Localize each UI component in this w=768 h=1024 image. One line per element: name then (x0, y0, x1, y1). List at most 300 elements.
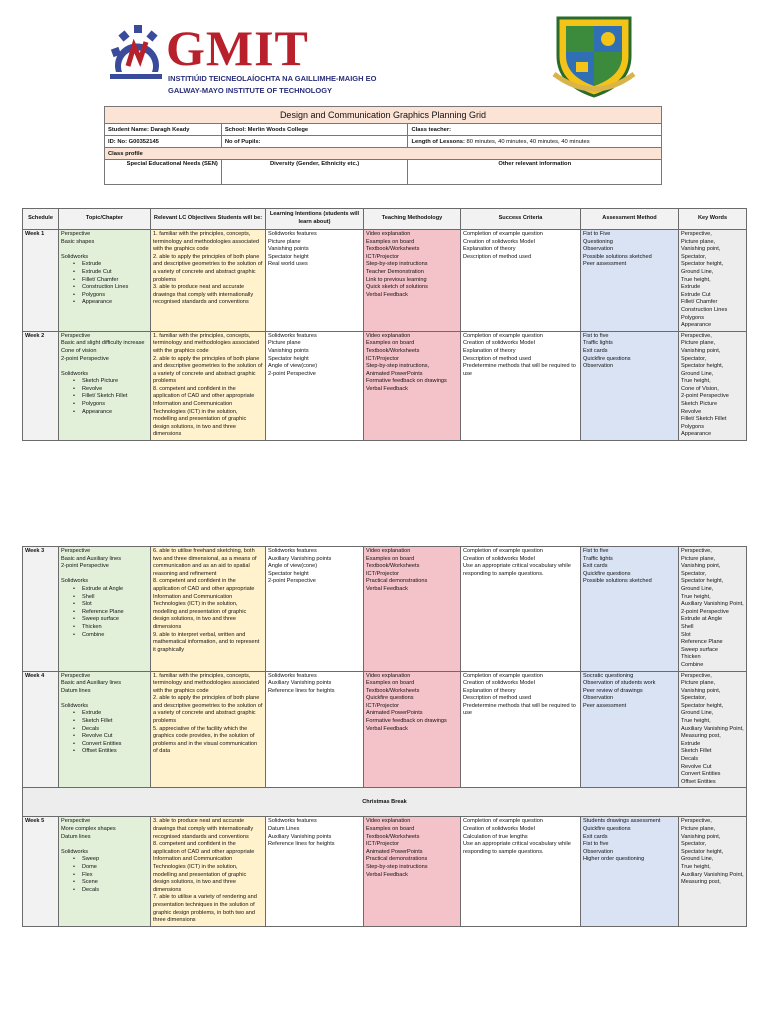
cell-line: Video explanation (366, 672, 411, 679)
table-row (23, 817, 747, 926)
cell-line: Auxiliary Vanishing Point, (681, 601, 744, 608)
cell-line: • Appearance (61, 409, 148, 417)
cell-line: Measuring post, (681, 733, 721, 740)
cell-line: Spectator height (268, 253, 309, 260)
cell-line: Socratic questioning (583, 672, 634, 679)
cell-line: Solidworks features (268, 672, 317, 679)
cell-line: Observation (583, 246, 614, 253)
cell-line: 1. familiar with the principles, concepts, terminology and methodologies associated with the graphics code (153, 231, 260, 253)
cell-line: Angle of view(cone) (268, 563, 318, 570)
cell-line: True height, (681, 593, 711, 600)
cell-line: Extrude (681, 284, 701, 291)
cell-line: Examples on board (366, 340, 415, 347)
cell-line: Animated PowerPoints (366, 710, 423, 717)
schedule-cell: Week 5 (23, 817, 59, 926)
methodology-cell (364, 547, 461, 672)
cell-line: • Decals (61, 887, 148, 895)
cell-line: Verbal Feedback (366, 725, 408, 732)
cell-line: Peer assessment (583, 702, 627, 709)
cell-line: Video explanation (366, 231, 411, 237)
cell-line: Ground Line, (681, 370, 714, 377)
cell-line: • Flex (61, 872, 148, 880)
cell-line: ICT/Projector (366, 253, 399, 260)
spacer (61, 246, 148, 254)
cell-line: Extrude (681, 740, 701, 747)
cell-line: Solidworks features (268, 332, 317, 339)
cell-line: Video explanation (366, 548, 411, 554)
cell-line: Picture plane (268, 238, 301, 245)
cell-line: Completion of example question (463, 332, 543, 339)
cell-line: Picture plane, (681, 340, 716, 347)
cell-line: Basic and Auxiliary lines (61, 680, 122, 687)
cell-line: Datum Lines (268, 826, 300, 832)
cell-line: Solidworks features (268, 231, 317, 237)
assessment-cell (581, 331, 679, 440)
cell-line: • Sketch Picture (61, 378, 148, 386)
cell-line: • Fillet/ Sketch Fillet (61, 393, 148, 401)
student-id: ID: No: G00352145 (105, 136, 222, 148)
lesson-length-label: Length of Lessons: (411, 138, 465, 145)
cell-line: Auxiliary Vanishing points (268, 833, 332, 840)
cell-line: 2. able to apply the principles of both plane and descriptive geometries to the solution of a variety of concrete and abstract graphic problems (153, 355, 263, 385)
cell-line: 2-point Perspective (681, 608, 729, 615)
cell-line: Verbal Feedback (366, 871, 408, 878)
cell-line: Picture plane (268, 340, 301, 347)
intentions-cell (266, 671, 364, 788)
cell-line: • Shell (61, 594, 148, 602)
cell-line: Perspective, (681, 332, 712, 339)
cell-line: Quickfire questions (366, 695, 414, 702)
planning-grid-part-1 (22, 208, 747, 441)
cell-line: Possible solutions sketched (583, 578, 652, 585)
assessment-cell (581, 230, 679, 332)
cell-line: Ground Line, (681, 856, 714, 863)
cell-line: Examples on board (366, 238, 415, 245)
keywords-cell (679, 547, 747, 672)
cell-line: Verbal Feedback (366, 585, 408, 592)
cell-line: Teacher Demonstration (366, 268, 424, 275)
cell-line: 7. able to utilise a variety of rendering and presentation techniques in the solution of graphic design problems, in both two and three dimensions (153, 894, 257, 924)
cell-line: Spectator height (268, 355, 309, 362)
cell-line: Real world uses (268, 261, 308, 268)
success-cell (461, 331, 581, 440)
cell-line: Polygons (681, 314, 705, 321)
cell-line: Spectator height, (681, 848, 724, 855)
christmas-break-row (23, 788, 747, 817)
lesson-length (408, 136, 662, 148)
spacer (61, 571, 148, 579)
topic-cell (59, 230, 151, 332)
cell-line: Combine (681, 661, 704, 668)
cell-line: Spectator, (681, 695, 707, 702)
cell-line: Extrude Cut (681, 291, 711, 298)
tool-heading: Solidworks (61, 848, 89, 855)
objectives-cell (151, 547, 266, 672)
cell-line: Angle of view(cone) (268, 363, 318, 370)
cell-line: Vanishing point, (681, 833, 721, 840)
cell-line: Quickfire questions (583, 826, 631, 832)
cell-line: Perspective (61, 231, 91, 237)
cell-line: Construction Lines (681, 306, 728, 313)
lesson-length-value: 80 minutes, 40 minutes, 40 minutes, 40 minutes (464, 138, 590, 145)
schedule-cell: Week 2 (23, 331, 59, 440)
cell-line: Extrude at Angle (681, 616, 723, 623)
cell-line: • Dome (61, 864, 148, 872)
cell-line: Textbook/Worksheets (366, 246, 420, 253)
objectives-cell (151, 331, 266, 440)
cell-line: • Offset Entities (61, 748, 148, 756)
tool-heading: Solidworks (61, 578, 89, 585)
cell-line: ICT/Projector (366, 841, 399, 848)
cell-line: Vanishing point, (681, 246, 721, 253)
cell-line: Animated PowerPoints (366, 370, 423, 377)
column-header: Schedule (23, 209, 59, 230)
cell-line: Perspective (61, 548, 91, 554)
cell-line: • Scene (61, 879, 148, 887)
cell-line: Revolve (681, 408, 702, 415)
cell-line: • Extrude (61, 710, 148, 718)
planning-info-table (104, 106, 662, 185)
keywords-cell (679, 230, 747, 332)
intentions-cell (266, 817, 364, 926)
cell-line: Observation of students work (583, 680, 656, 687)
cell-line: 6. able to utilise freehand sketching, both two and three dimensional, as a means of communication and as an aid to spatial reasoning and refinement (153, 548, 257, 577)
cell-line: Spectator, (681, 841, 707, 848)
cell-line: Step-by-step instructions (366, 261, 428, 268)
tool-heading: Solidworks (61, 370, 89, 377)
cell-line: Creation of solidworks Model (463, 680, 535, 687)
cell-line: Perspective, (681, 231, 712, 237)
cell-line: • Polygons (61, 292, 148, 300)
cell-line: Datum lines (61, 833, 91, 840)
cell-line: Textbook/Worksheets (366, 687, 420, 694)
diversity-heading: Diversity (Gender, Ethnicity etc.) (221, 160, 408, 185)
cell-line: Practical demonstrations (366, 578, 428, 585)
cell-line: • Polygons (61, 401, 148, 409)
cell-line: Cone of Vision, (681, 385, 719, 392)
assessment-cell (581, 547, 679, 672)
grid-title: Design and Communication Graphics Planning Grid (105, 107, 662, 124)
logo-title: GMIT (166, 20, 309, 76)
cell-line: 2. able to apply the principles of both plane and descriptive geometries to the solution of a variety of concrete and abstract graphic problems (153, 695, 263, 725)
cell-line: Datum lines (61, 687, 91, 694)
logo-subtitle-irish: INSTITIÚID TEICNEOLAÍOCHTA NA GAILLIMHE-MAIGH EO (168, 74, 377, 83)
class-profile: Class profile (105, 148, 662, 160)
keywords-cell (679, 331, 747, 440)
cell-line: 2-point Perspective (268, 370, 316, 377)
other-info-heading: Other relevant information (408, 160, 662, 185)
table-row (23, 547, 747, 672)
cell-line: Solidworks features (268, 548, 317, 554)
cell-line: 8. competent and confident in the application of CAD and other appropriate Information and Communication Technologies (ICT) in the solution, modelling and presentation of graphic design solutions, in two and three dimensions (153, 841, 255, 893)
cell-line: Textbook/Worksheets (366, 563, 420, 570)
cell-line: Quickfire questions (583, 570, 631, 577)
cell-line: 2-point Perspective (268, 578, 316, 585)
cell-line: Spectator height, (681, 261, 724, 268)
cell-line: Step-by-step instructions (366, 863, 428, 870)
student-name: Student Name: Daragh Keady (105, 124, 222, 136)
cell-line: Predetermine methods that will be required to use (463, 702, 576, 717)
cell-line: • Combine (61, 632, 148, 640)
cell-line: Sweep surface (681, 646, 719, 653)
column-header: Teaching Methodology (364, 209, 461, 230)
cell-line: Picture plane, (681, 555, 716, 562)
cell-line: 1. familiar with the principles, concepts, terminology and methodologies associated with the graphics code (153, 332, 260, 354)
cell-line: True height, (681, 863, 711, 870)
cell-line: • Sweep surface (61, 616, 148, 624)
cell-line: True height, (681, 378, 711, 385)
planning-grid-part-2 (22, 546, 747, 927)
cell-line: Vanishing point, (681, 563, 721, 570)
cell-line: Explanation of theory (463, 687, 516, 694)
tool-heading: Solidworks (61, 702, 89, 709)
assessment-cell (581, 671, 679, 788)
cell-line: • Sketch Fillet (61, 718, 148, 726)
cell-line: • Sweep (61, 856, 148, 864)
cell-line: Description of method used (463, 355, 532, 362)
assessment-cell (581, 817, 679, 926)
cell-line: Ground Line, (681, 268, 714, 275)
cell-line: Observation (583, 695, 614, 702)
cell-line: Revolve Cut (681, 763, 712, 770)
cell-line: • Revolve Cut (61, 733, 148, 741)
cell-line: Explanation of theory (463, 246, 516, 253)
cell-line: Auxiliary Vanishing Point, (681, 725, 744, 732)
column-header: Key Words (679, 209, 747, 230)
cell-line: Link to previous learning (366, 276, 427, 283)
cell-line: Peer review of drawings (583, 687, 643, 694)
cell-line: Fist to five (583, 841, 609, 848)
topic-cell (59, 331, 151, 440)
cell-line: Creation of solidworks Model (463, 555, 535, 562)
cell-line: Completion of example question (463, 672, 543, 679)
number-of-pupils: No of Pupils: (221, 136, 408, 148)
cell-line: Basic and slight difficulty increase (61, 340, 145, 347)
cell-line: Examples on board (366, 555, 415, 562)
cell-line: Thicken (681, 654, 701, 661)
cell-line: Peer assessment (583, 261, 627, 268)
cell-line: Reference Plane (681, 639, 723, 646)
cell-line: Students drawings assessment (583, 818, 661, 825)
cell-line: Observation (583, 848, 614, 855)
cell-line: Sketch Fillet (681, 748, 712, 755)
objectives-cell (151, 230, 266, 332)
cell-line: Sketch Picture (681, 401, 718, 408)
cell-line: • Construction Lines (61, 284, 148, 292)
cell-line: 1. familiar with the principles, concepts, terminology and methodologies associated with the graphics code (153, 672, 260, 694)
cell-line: Higher order questioning (583, 856, 645, 863)
cell-line: Verbal Feedback (366, 385, 408, 392)
tool-heading: Solidworks (61, 253, 89, 260)
cell-line: 9. able to interpret verbal, written and mathematical information, and to represent it graphically (153, 631, 260, 653)
school-name: School: Merlin Woods College (221, 124, 408, 136)
cell-line: Perspective (61, 332, 91, 339)
cell-line: Basic and Auxiliary lines (61, 555, 122, 562)
logo-subtitle-english: GALWAY-MAYO INSTITUTE OF TECHNOLOGY (168, 86, 333, 95)
success-cell (461, 671, 581, 788)
cell-line: Perspective, (681, 672, 712, 679)
cell-line: More complex shapes (61, 826, 116, 832)
cell-line: • Extrude at Angle (61, 586, 148, 594)
cell-line: Auxiliary Vanishing points (268, 555, 332, 562)
cell-line: Fist to five (583, 332, 609, 339)
cell-line: Observation (583, 363, 614, 370)
cell-line: • Revolve (61, 386, 148, 394)
cell-line: Creation of solidworks Model (463, 238, 535, 245)
cell-line: Appearance (681, 322, 712, 329)
cell-line: • Fillet/ Chamfer (61, 277, 148, 285)
cell-line: Completion of example question (463, 231, 543, 237)
column-header: Topic/Chapter (59, 209, 151, 230)
cell-line: Perspective, (681, 548, 712, 554)
cell-line: Vanishing points (268, 347, 309, 354)
spacer (61, 841, 148, 849)
cell-line: Auxiliary Vanishing points (268, 680, 332, 687)
cell-line: ICT/Projector (366, 570, 399, 577)
cell-line: Formative feedback on drawings (366, 378, 447, 385)
cell-line: Convert Entities (681, 771, 721, 778)
cell-line: 5. appreciative of the facility which the graphics code provides, in the solution of problems and in the visual communication of data (153, 725, 258, 755)
cell-line: ICT/Projector (366, 355, 399, 362)
cell-line: Solidworks features (268, 818, 317, 825)
cell-line: Decals (681, 756, 699, 763)
cell-line: Verbal Feedback (366, 291, 408, 298)
cell-line: Completion of example question (463, 818, 543, 825)
cell-line: Traffic lights (583, 555, 613, 562)
cell-line: Spectator height, (681, 363, 724, 370)
cell-line: Video explanation (366, 332, 411, 339)
cell-line: Spectator height (268, 570, 309, 577)
cell-line: Explanation of theory (463, 347, 516, 354)
cell-line: Description of method used (463, 253, 532, 260)
cell-line: Video explanation (366, 818, 411, 825)
cell-line: Vanishing point, (681, 347, 721, 354)
success-cell (461, 817, 581, 926)
cell-line: • Decals (61, 726, 148, 734)
cell-line: Perspective, (681, 818, 712, 825)
cell-line: Textbook/Worksheets (366, 347, 420, 354)
cell-line: Picture plane, (681, 238, 716, 245)
cell-line: • Thicken (61, 624, 148, 632)
intentions-cell (266, 547, 364, 672)
cell-line: Animated PowerPoints (366, 848, 423, 855)
schedule-cell: Week 4 (23, 671, 59, 788)
cell-line: Appearance (681, 431, 712, 438)
cell-line: Predetermine methods that will be required to use (463, 363, 576, 377)
cell-line: Shell (681, 623, 694, 630)
intentions-cell (266, 331, 364, 440)
cell-line: Description of method used (463, 695, 532, 702)
school-crest-icon (552, 12, 636, 98)
success-cell (461, 230, 581, 332)
cell-line: 2-point Perspective (681, 393, 729, 400)
spacer (61, 695, 148, 703)
cell-line: Fist to Five (583, 231, 611, 237)
table-row (23, 230, 747, 332)
cell-line: Examples on board (366, 680, 415, 687)
cell-line: 3. able to produce neat and accurate drawings that comply with internationally recognised standards and conventions (153, 284, 254, 306)
cell-line: Reference lines for heights (268, 687, 335, 694)
cell-line: Vanishing points (268, 246, 309, 253)
cell-line: Perspective (61, 818, 91, 825)
cell-line: Formative feedback on drawings (366, 718, 447, 725)
cell-line: Exit cards (583, 347, 608, 354)
cell-line: Fist to five (583, 548, 609, 554)
cell-line: Spectator, (681, 355, 707, 362)
topic-cell (59, 671, 151, 788)
cell-line: Ground Line, (681, 585, 714, 592)
cell-line: Vanishing point, (681, 687, 721, 694)
cell-line: Quickfire questions (583, 355, 631, 362)
cell-line: True height, (681, 718, 711, 725)
spacer (61, 363, 148, 371)
intentions-cell (266, 230, 364, 332)
cell-line: ICT/Projector (366, 702, 399, 709)
keywords-cell (679, 671, 747, 788)
cell-line: Use an appropriate critical vocabulary while responding to sample questions. (463, 841, 571, 855)
objectives-cell (151, 817, 266, 926)
cell-line: Picture plane, (681, 826, 716, 832)
cell-line: • Appearance (61, 299, 148, 307)
gmit-logo (104, 16, 377, 100)
cell-line: 2. able to apply the principles of both plane and descriptive geometries to the solution of a variety of concrete and abstract graphic problems (153, 253, 263, 283)
cell-line: Spectator, (681, 253, 707, 260)
cell-line: 8. competent and confident in the application of CAD and other appropriate Information and Communication Technologies (ICT) in the solution, modelling and presentation of graphic design solutions, in two and three dimensions (153, 385, 255, 438)
cell-line: • Slot (61, 601, 148, 609)
cell-line: 2-point Perspective (61, 355, 109, 362)
cell-line: 3. able to produce neat and accurate drawings that comply with internationally recognised standards and conventions (153, 818, 254, 840)
cell-line: Examples on board (366, 826, 415, 832)
cell-line: Textbook/Worksheets (366, 833, 420, 840)
grid-header-row (23, 209, 747, 230)
schedule-cell: Week 3 (23, 547, 59, 672)
cell-line: Polygons (681, 423, 705, 430)
cell-line: • Extrude (61, 261, 148, 269)
column-header: Learning Intentions (students will learn about) (266, 209, 364, 230)
sen-heading: Special Educational Needs (SEN) (105, 160, 222, 185)
cell-line: Basic shapes (61, 238, 95, 245)
cell-line: Offset Entities (681, 778, 716, 785)
topic-cell (59, 547, 151, 672)
cell-line: Cone of vision (61, 347, 97, 354)
cell-line: Possible solutions sketched (583, 253, 652, 260)
cell-line: Slot (681, 631, 691, 638)
cell-line: Quick sketch of solutions (366, 284, 428, 291)
cell-line: Traffic lights (583, 340, 613, 347)
cell-line: Ground Line, (681, 710, 714, 717)
christmas-break-label: Christmas Break (23, 788, 747, 817)
cell-line: • Reference Plane (61, 609, 148, 617)
cell-line: Creation of solidworks Model (463, 340, 535, 347)
cell-line: Completion of example question (463, 548, 543, 554)
schedule-cell: Week 1 (23, 230, 59, 332)
cell-line: Practical demonstrations (366, 856, 428, 863)
cell-line: Fillet/ Sketch Fillet (681, 416, 727, 423)
column-header: Relevant LC Objectives Students will be: (151, 209, 266, 230)
success-cell (461, 547, 581, 672)
cell-line: 2-point Perspective (61, 563, 109, 570)
cell-line: • Extrude Cut (61, 269, 148, 277)
methodology-cell (364, 671, 461, 788)
topic-cell (59, 817, 151, 926)
cell-line: Fillet/ Chamfer (681, 299, 718, 306)
keywords-cell (679, 817, 747, 926)
cell-line: Reference lines for heights (268, 841, 335, 848)
cell-line: Spectator height, (681, 702, 724, 709)
cell-line: Picture plane, (681, 680, 716, 687)
cell-line: Exit cards (583, 563, 608, 570)
cell-line: Step-by-step instructions, (366, 363, 430, 370)
